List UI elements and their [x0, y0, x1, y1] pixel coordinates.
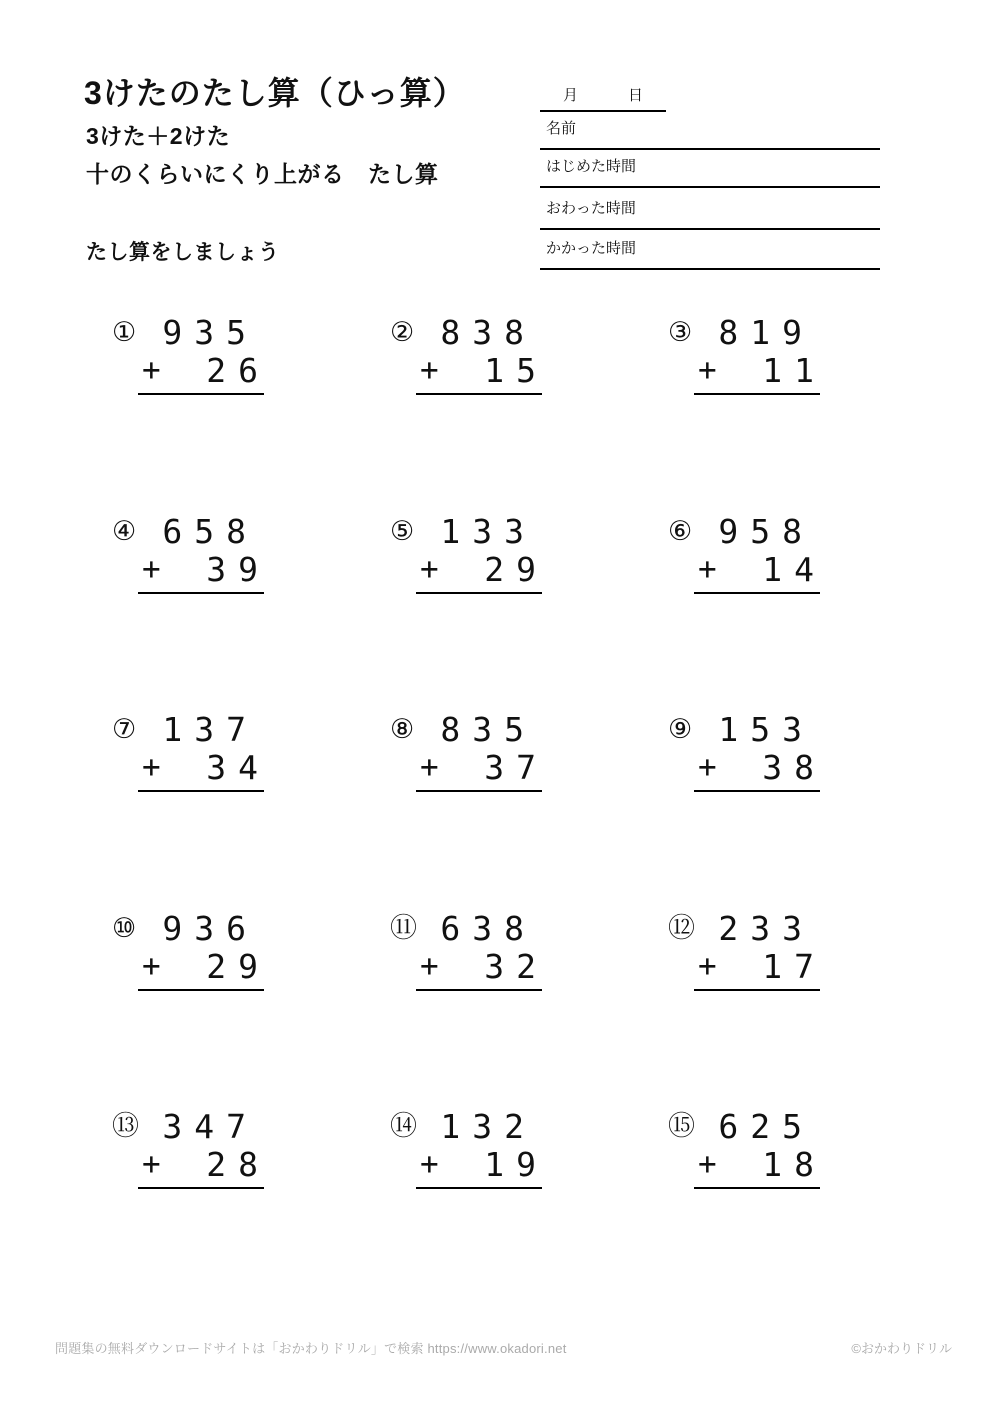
addend-top: 133: [440, 511, 536, 551]
addend-top: 935: [162, 313, 258, 352]
name-label: 名前: [546, 120, 577, 137]
problem-number: ③: [668, 317, 693, 348]
subtitle-digit-format: 3けた＋2けた: [86, 123, 231, 149]
addend-top: 233: [718, 908, 814, 948]
addend-top: 347: [162, 1107, 258, 1146]
plus-sign: +: [698, 550, 717, 587]
answer-line: [416, 989, 542, 991]
problem-5: [390, 513, 668, 712]
column-addition: [420, 511, 548, 594]
column-addition: [698, 908, 826, 991]
problems-grid: [112, 314, 946, 1307]
day-label: 日: [628, 87, 644, 104]
plus-sign: +: [698, 352, 717, 388]
addend-bottom: 38: [762, 748, 826, 787]
problem-14: [390, 1108, 668, 1307]
answer-line: [416, 1187, 542, 1189]
column-addition: [142, 908, 270, 991]
answer-line: [694, 989, 820, 991]
problem-number: ⑤: [390, 515, 415, 547]
problem-number: ⑭: [390, 1111, 417, 1142]
problem-number: ④: [112, 515, 137, 547]
addend-top: 153: [718, 710, 814, 749]
column-addition: [142, 511, 270, 594]
column-addition: [420, 313, 548, 395]
column-addition: [142, 1107, 270, 1189]
plus-sign: +: [142, 352, 161, 388]
answer-line: [694, 592, 820, 594]
column-addition: [698, 511, 826, 594]
problem-number: ⑧: [390, 714, 415, 745]
column-addition: [420, 1107, 548, 1189]
addend-bottom: 39: [206, 549, 270, 589]
addend-top: 658: [162, 511, 258, 551]
problem-12: [668, 910, 946, 1109]
addend-bottom: 29: [484, 549, 548, 589]
end-time-label: おわった時間: [546, 200, 636, 217]
problem-15: [668, 1108, 946, 1307]
answer-line: [138, 1187, 264, 1189]
answer-line: [694, 1187, 820, 1189]
problem-number: ⑪: [390, 912, 417, 944]
addend-bottom: 28: [206, 1145, 270, 1184]
addend-bottom: 34: [206, 748, 270, 787]
problem-number: ⑫: [668, 912, 695, 944]
addend-bottom: 11: [762, 351, 826, 390]
addend-top: 958: [718, 511, 814, 551]
answer-line: [138, 989, 264, 991]
problem-13: [112, 1108, 390, 1307]
answer-line: [138, 592, 264, 594]
page-title: 3けたのたし算（ひっ算）: [84, 75, 466, 111]
plus-sign: +: [142, 749, 161, 785]
problem-8: [390, 711, 668, 910]
addend-bottom: 18: [762, 1145, 826, 1184]
addend-bottom: 15: [484, 351, 548, 390]
plus-sign: +: [420, 947, 439, 984]
problem-9: [668, 711, 946, 910]
answer-line: [138, 393, 264, 395]
column-addition: [420, 908, 548, 991]
addend-bottom: 26: [206, 351, 270, 390]
problem-number: ⑬: [112, 1111, 139, 1142]
plus-sign: +: [420, 352, 439, 388]
problem-6: [668, 513, 946, 712]
instruction-text: たし算をしましょう: [86, 241, 280, 264]
addend-bottom: 32: [484, 946, 548, 986]
addend-top: 835: [440, 710, 536, 749]
addend-top: 625: [718, 1107, 814, 1146]
problem-2: [390, 314, 668, 513]
answer-line: [416, 592, 542, 594]
column-addition: [142, 313, 270, 395]
problem-number: ⑮: [668, 1111, 695, 1142]
end-time-field: [540, 188, 880, 230]
addend-top: 819: [718, 313, 814, 352]
name-field: [540, 112, 880, 150]
problem-number: ⑨: [668, 714, 693, 745]
addend-bottom: 29: [206, 946, 270, 986]
addend-bottom: 19: [484, 1145, 548, 1184]
addend-top: 137: [162, 710, 258, 749]
column-addition: [142, 710, 270, 792]
addend-top: 838: [440, 313, 536, 352]
column-addition: [420, 710, 548, 792]
problem-number: ⑥: [668, 515, 693, 547]
subtitle-carry-type: 十のくらいにくり上がる たし算: [86, 161, 439, 187]
date-field: [540, 80, 666, 112]
problem-7: [112, 711, 390, 910]
plus-sign: +: [420, 749, 439, 785]
footer-site-note: 問題集の無料ダウンロードサイトは「おかわりドリル」で検索 https://www.okadori.net: [55, 1341, 567, 1356]
plus-sign: +: [142, 947, 161, 984]
elapsed-time-field: [540, 230, 880, 270]
footer-copyright: ©おかわりドリル: [851, 1341, 952, 1356]
problem-11: [390, 910, 668, 1109]
addend-top: 132: [440, 1107, 536, 1146]
plus-sign: +: [142, 550, 161, 587]
answer-line: [416, 790, 542, 792]
addend-bottom: 17: [762, 946, 826, 986]
column-addition: [698, 1107, 826, 1189]
problem-number: ②: [390, 317, 415, 348]
answer-line: [694, 790, 820, 792]
column-addition: [698, 313, 826, 395]
plus-sign: +: [698, 749, 717, 785]
problem-number: ⑩: [112, 912, 137, 944]
problem-10: [112, 910, 390, 1109]
elapsed-time-label: かかった時間: [546, 240, 637, 257]
problem-1: [112, 314, 390, 513]
answer-line: [694, 393, 820, 395]
addend-top: 936: [162, 908, 258, 948]
plus-sign: +: [142, 1146, 161, 1182]
problem-3: [668, 314, 946, 513]
month-label: 月: [562, 87, 578, 104]
addend-top: 638: [440, 908, 536, 948]
start-time-field: [540, 150, 880, 188]
addend-bottom: 14: [762, 549, 826, 589]
plus-sign: +: [420, 550, 439, 587]
answer-line: [138, 790, 264, 792]
answer-line: [416, 393, 542, 395]
info-box: [540, 80, 880, 270]
problem-number: ①: [112, 317, 137, 348]
column-addition: [698, 710, 826, 792]
problem-number: ⑦: [112, 714, 137, 745]
addend-bottom: 37: [484, 748, 548, 787]
plus-sign: +: [698, 1146, 717, 1182]
problem-4: [112, 513, 390, 712]
plus-sign: +: [420, 1146, 439, 1182]
plus-sign: +: [698, 947, 717, 984]
start-time-label: はじめた時間: [546, 158, 637, 175]
